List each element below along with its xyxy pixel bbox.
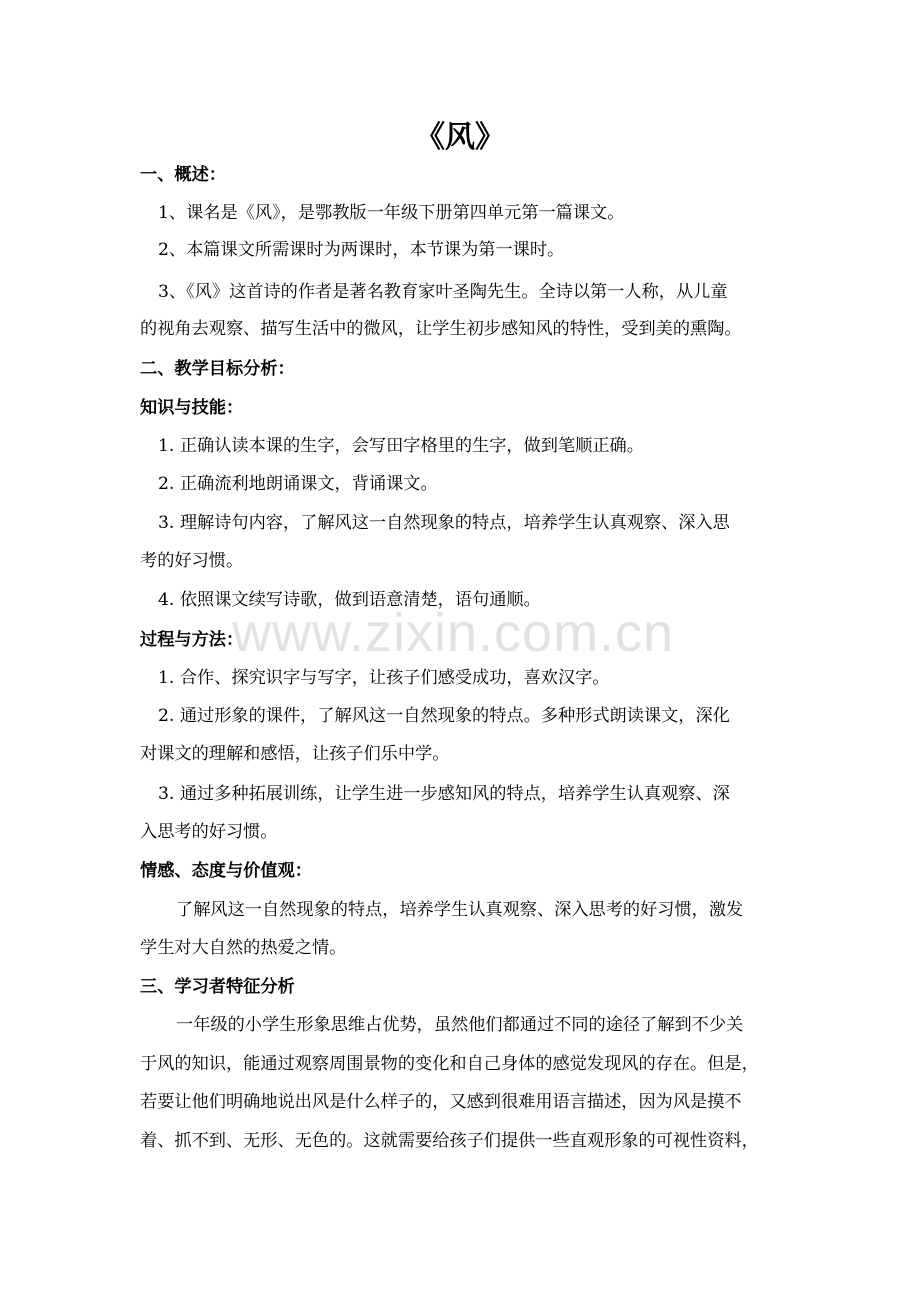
subheading-process-methods: 过程与方法：: [140, 630, 244, 650]
process-item-1: 1. 合作、探究识字与写字，让孩子们感受成功，喜欢汉字。: [158, 668, 610, 688]
knowledge-item-3-line-2: 考的好习惯。: [140, 551, 244, 571]
page-title: 《风》: [415, 120, 505, 155]
knowledge-item-2: 2. 正确流利地朗诵课文，背诵课文。: [158, 474, 438, 494]
learner-paragraph-line-1: 一年级的小学生形象思维占优势，虽然他们都通过不同的途径了解到不少关: [176, 1015, 744, 1035]
section-heading-learner-analysis: 三、学习者特征分析: [140, 977, 295, 997]
knowledge-item-4: 4. 依照课文续写诗歌，做到语意清楚，语句通顺。: [158, 590, 541, 610]
process-item-2-line-2: 对课文的理解和感悟，让孩子们乐中学。: [140, 744, 450, 764]
subheading-emotion-values: 情感、态度与价值观：: [140, 861, 312, 881]
overview-item-3-line-2: 的视角去观察、描写生活中的微风，让学生初步感知风的特性，受到美的熏陶。: [140, 319, 742, 339]
section-heading-objectives: 二、教学目标分析：: [140, 359, 295, 379]
process-item-2-line-1: 2. 通过形象的课件，了解风这一自然现象的特点。多种形式朗读课文，深化: [158, 706, 730, 726]
emotion-paragraph-line-2: 学生对大自然的热爱之情。: [140, 938, 347, 958]
overview-item-3-line-1: 3、《风》这首诗的作者是著名教育家叶圣陶先生。全诗以第一人称，从儿童: [158, 282, 728, 302]
learner-paragraph-line-4: 着、抓不到、无形、无色的。这就需要给孩子们提供一些直观形象的可视性资料，: [140, 1131, 759, 1151]
section-heading-overview: 一、概述：: [140, 165, 226, 185]
process-item-3-line-2: 入思考的好习惯。: [140, 822, 278, 842]
watermark: www.zixin.com.cn: [232, 603, 675, 663]
overview-item-1: 1、课名是《风》，是鄂教版一年级下册第四单元第一篇课文。: [158, 203, 625, 223]
knowledge-item-1: 1. 正确认读本课的生字，会写田字格里的生字，做到笔顺正确。: [158, 436, 644, 456]
overview-item-2: 2、本篇课文所需课时为两课时，本节课为第一课时。: [158, 240, 565, 260]
knowledge-item-3-line-1: 3. 理解诗句内容，了解风这一自然现象的特点，培养学生认真观察、深入思: [158, 513, 730, 533]
process-item-3-line-1: 3. 通过多种拓展训练，让学生进一步感知风的特点，培养学生认真观察、深: [158, 784, 730, 804]
emotion-paragraph-line-1: 了解风这一自然现象的特点，培养学生认真观察、深入思考的好习惯，激发: [176, 900, 744, 920]
learner-paragraph-line-3: 若要让他们明确地说出风是什么样子的，又感到很难用语言描述，因为风是摸不: [140, 1092, 742, 1112]
subheading-knowledge-skills: 知识与技能：: [140, 398, 244, 418]
learner-paragraph-line-2: 于风的知识，能通过观察周围景物的变化和自己身体的感觉发现风的存在。但是，: [140, 1054, 759, 1074]
